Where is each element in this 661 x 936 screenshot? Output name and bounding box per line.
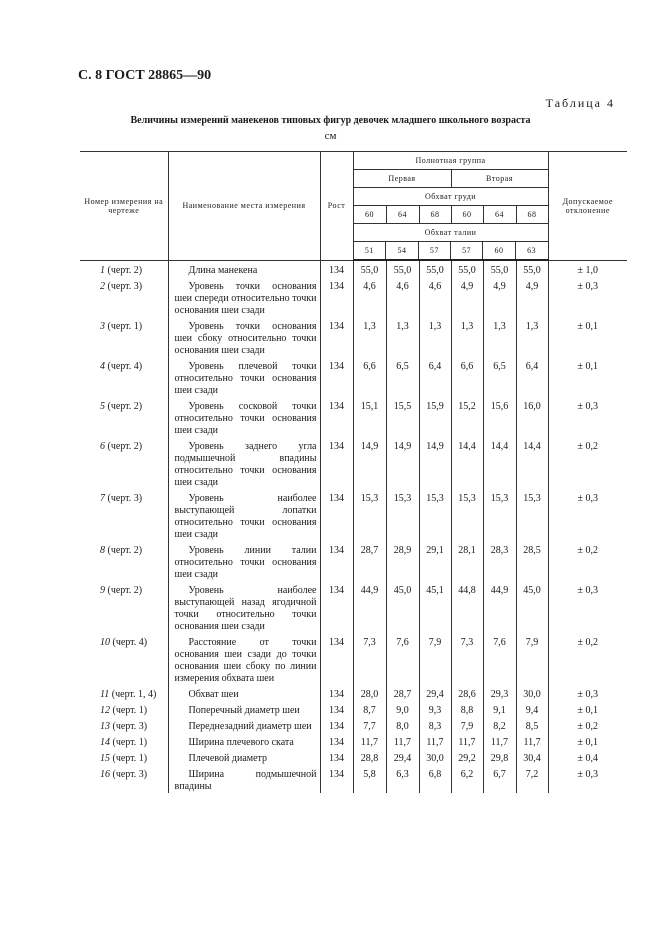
drawing-reference: (черт. 2) — [105, 441, 143, 452]
measurement-value: 55,0 — [419, 260, 451, 277]
rost-value: 134 — [320, 581, 353, 633]
measurement-name: Уровень точки основания шеи сбоку относительно точки основания шеи сзади — [168, 317, 320, 357]
measurement-value: 45,0 — [516, 581, 548, 633]
rost-value: 134 — [320, 317, 353, 357]
measurement-number — [80, 633, 168, 685]
measurement-value: 29,3 — [483, 685, 516, 701]
measurement-value: 9,0 — [386, 701, 419, 717]
waist-value: 63 — [527, 245, 537, 255]
measurement-index: 12 — [100, 705, 110, 716]
measurement-value: 6,7 — [483, 765, 516, 793]
measurement-name: Уровень плечевой точки относительно точки основания шеи сзади — [168, 357, 320, 397]
measurement-value: 14,9 — [353, 437, 386, 489]
measurement-number — [80, 489, 168, 541]
measurement-number — [80, 260, 168, 277]
chest-value: 64 — [386, 206, 419, 224]
drawing-reference: (черт. 4) — [110, 637, 148, 648]
measurement-value: 14,4 — [451, 437, 483, 489]
measurement-value: 1,3 — [516, 317, 548, 357]
measurement-value: 11,7 — [353, 733, 386, 749]
measurement-value: 30,0 — [419, 749, 451, 765]
measurement-value: 1,3 — [483, 317, 516, 357]
measurement-value: 44,9 — [483, 581, 516, 633]
measurement-value: 15,3 — [451, 489, 483, 541]
table-number: Таблица 4 — [545, 96, 615, 110]
table-row — [80, 277, 627, 317]
measurement-value: 6,8 — [419, 765, 451, 793]
measurement-value: 9,4 — [516, 701, 548, 717]
table-header — [80, 152, 627, 261]
measurement-value: 15,1 — [353, 397, 386, 437]
tolerance-value: ± 0,3 — [577, 493, 599, 504]
tolerance-value: ± 0,1 — [577, 321, 599, 332]
measurement-value: 28,6 — [451, 685, 483, 701]
chest-value: 68 — [419, 206, 451, 224]
measurement-number — [80, 397, 168, 437]
measurement-value: 45,0 — [386, 581, 419, 633]
tolerance-value: ± 0,3 — [577, 281, 599, 292]
rost-value: 134 — [320, 717, 353, 733]
tolerance-value: ± 0,2 — [577, 637, 599, 648]
measurement-value: 6,4 — [419, 357, 451, 397]
rost-value: 134 — [320, 685, 353, 701]
header-rost: Рост — [320, 152, 353, 261]
table-row — [80, 717, 627, 733]
measurement-value: 15,3 — [516, 489, 548, 541]
table-row — [80, 733, 627, 749]
rost-value: 134 — [320, 357, 353, 397]
table-row — [80, 749, 627, 765]
header-waist: Обхват талии — [354, 224, 548, 241]
tolerance-value: ± 0,3 — [577, 585, 599, 596]
measurement-value: 28,1 — [451, 541, 483, 581]
chest-value: 68 — [516, 206, 548, 224]
measurement-value: 55,0 — [483, 260, 516, 277]
rost-value: 134 — [320, 260, 353, 277]
measurement-value: 15,3 — [386, 489, 419, 541]
measurement-value: 6,6 — [353, 357, 386, 397]
drawing-reference: (черт. 3) — [110, 769, 148, 780]
measurement-value: 8,3 — [419, 717, 451, 733]
measurement-value: 6,4 — [516, 357, 548, 397]
measurement-value: 45,1 — [419, 581, 451, 633]
measurement-value: 4,9 — [451, 277, 483, 317]
measurement-value: 28,8 — [353, 749, 386, 765]
measurement-value: 1,3 — [451, 317, 483, 357]
measurement-index: 5 — [100, 401, 105, 412]
tolerance-value: ± 0,4 — [577, 753, 599, 764]
drawing-reference: (черт. 3) — [105, 281, 143, 292]
measurement-number — [80, 685, 168, 701]
measurement-name: Ширина подмышечной впадины — [168, 765, 320, 793]
header-first: Первая — [353, 170, 451, 188]
table-body — [80, 260, 627, 793]
measurement-index: 4 — [100, 361, 105, 372]
measurement-value: 28,9 — [386, 541, 419, 581]
measurement-value: 28,7 — [386, 685, 419, 701]
measurement-value: 55,0 — [353, 260, 386, 277]
unit-label: см — [324, 130, 337, 142]
measurement-index: 13 — [100, 721, 110, 732]
measurement-value: 11,7 — [419, 733, 451, 749]
measurement-value: 1,3 — [353, 317, 386, 357]
header-tolerance: Допускаемое отклонение — [548, 152, 627, 261]
rost-value: 134 — [320, 733, 353, 749]
measurement-value: 14,9 — [386, 437, 419, 489]
rost-value: 134 — [320, 437, 353, 489]
drawing-reference: (черт. 1) — [110, 753, 148, 764]
measurement-value: 44,9 — [353, 581, 386, 633]
rost-value: 134 — [320, 489, 353, 541]
measurement-value: 29,4 — [419, 685, 451, 701]
table-row — [80, 581, 627, 633]
measurement-value: 16,0 — [516, 397, 548, 437]
table-row — [80, 765, 627, 793]
measurement-number — [80, 733, 168, 749]
measurement-value: 55,0 — [386, 260, 419, 277]
measurement-value: 6,2 — [451, 765, 483, 793]
measurement-number — [80, 765, 168, 793]
header-group: Полнотная группа — [353, 152, 548, 170]
measurement-value: 11,7 — [483, 733, 516, 749]
header-second: Вторая — [451, 170, 548, 188]
tolerance-value: ± 1,0 — [577, 264, 599, 276]
rost-value: 134 — [320, 277, 353, 317]
table-row — [80, 437, 627, 489]
waist-block — [353, 224, 548, 261]
table-row — [80, 701, 627, 717]
drawing-reference: (черт. 4) — [105, 361, 143, 372]
drawing-reference: (черт. 1) — [110, 737, 148, 748]
measurement-value: 1,3 — [419, 317, 451, 357]
measurement-value: 30,0 — [516, 685, 548, 701]
measurement-value: 7,6 — [386, 633, 419, 685]
measurement-value: 15,3 — [483, 489, 516, 541]
tolerance-value: ± 0,2 — [577, 545, 599, 556]
measurement-value: 7,3 — [353, 633, 386, 685]
table-row — [80, 260, 627, 277]
measurement-value: 29,8 — [483, 749, 516, 765]
measurement-value: 15,3 — [419, 489, 451, 541]
header-chest: Обхват груди — [353, 188, 548, 206]
table-row — [80, 357, 627, 397]
measurement-value: 5,8 — [353, 765, 386, 793]
measurement-name: Переднезадний диаметр шеи — [168, 717, 320, 733]
measurement-value: 9,1 — [483, 701, 516, 717]
header-number: Номер измерения на чертеже — [80, 152, 168, 261]
tolerance-value: ± 0,2 — [577, 721, 599, 732]
measurement-value: 11,7 — [386, 733, 419, 749]
measurement-name: Поперечный диаметр шеи — [168, 701, 320, 717]
measurement-name: Уровень заднего угла подмышечной впадины относительно точки основания шеи сзади — [168, 437, 320, 489]
chest-value: 60 — [353, 206, 386, 224]
measurement-name: Уровень наиболее выступающей назад ягодичной точки относительно точки основания шеи сзади — [168, 581, 320, 633]
measurement-value: 29,2 — [451, 749, 483, 765]
measurement-value: 44,8 — [451, 581, 483, 633]
page-header: С. 8 ГОСТ 28865—90 — [78, 68, 212, 83]
drawing-reference: (черт. 3) — [105, 493, 143, 504]
measurement-number — [80, 317, 168, 357]
drawing-reference: (черт. 1, 4) — [109, 689, 157, 700]
measurement-name: Уровень линии талии относительно точки основания шеи сзади — [168, 541, 320, 581]
measurement-name: Уровень точки основания шеи спереди относительно точки основания шеи сзади — [168, 277, 320, 317]
chest-value: 64 — [483, 206, 516, 224]
measurement-index: 14 — [100, 737, 110, 748]
measurement-value: 15,9 — [419, 397, 451, 437]
table-row — [80, 317, 627, 357]
measurement-name: Ширина плечевого ската — [168, 733, 320, 749]
measurement-number — [80, 717, 168, 733]
measurement-value: 1,3 — [386, 317, 419, 357]
measurement-value: 28,3 — [483, 541, 516, 581]
table-row — [80, 397, 627, 437]
measurement-value: 15,2 — [451, 397, 483, 437]
drawing-reference: (черт. 2) — [105, 401, 143, 412]
measurement-value: 14,4 — [516, 437, 548, 489]
measurement-value: 8,8 — [451, 701, 483, 717]
chest-value: 60 — [451, 206, 483, 224]
measurement-value: 55,0 — [451, 260, 483, 277]
measurement-index: 10 — [100, 637, 110, 648]
measurement-value: 6,5 — [483, 357, 516, 397]
tolerance-value: ± 0,3 — [577, 689, 599, 700]
measurement-value: 30,4 — [516, 749, 548, 765]
measurement-value: 8,5 — [516, 717, 548, 733]
measurement-index: 15 — [100, 753, 110, 764]
drawing-reference: (черт. 3) — [110, 721, 148, 732]
tolerance-value: ± 0,3 — [577, 769, 599, 780]
measurement-value: 8,7 — [353, 701, 386, 717]
drawing-reference: (черт. 2) — [105, 585, 143, 596]
measurement-value: 28,7 — [353, 541, 386, 581]
measurements-table — [80, 151, 627, 793]
measurement-index: 6 — [100, 441, 105, 452]
waist-value: 60 — [483, 241, 515, 259]
drawing-reference: (черт. 1) — [110, 705, 148, 716]
measurement-value: 15,6 — [483, 397, 516, 437]
measurement-value: 15,5 — [386, 397, 419, 437]
drawing-reference: (черт. 2) — [105, 264, 143, 276]
table-row — [80, 685, 627, 701]
tolerance-value: ± 0,1 — [577, 737, 599, 748]
measurement-value: 15,3 — [353, 489, 386, 541]
measurement-value: 28,0 — [353, 685, 386, 701]
measurement-value: 29,4 — [386, 749, 419, 765]
tolerance-value: ± 0,2 — [577, 441, 599, 452]
measurement-value: 6,5 — [386, 357, 419, 397]
tolerance-value: ± 0,3 — [577, 401, 599, 412]
measurement-number — [80, 357, 168, 397]
tolerance-value: ± 0,1 — [577, 361, 599, 372]
measurement-number — [80, 701, 168, 717]
measurement-index: 7 — [100, 493, 105, 504]
measurement-value: 7,7 — [353, 717, 386, 733]
measurement-index: 2 — [100, 281, 105, 292]
table-caption: Величины измерений манекенов типовых фигур девочек младшего школьного возраста — [130, 115, 531, 126]
table-row — [80, 489, 627, 541]
header-name: Наименование места измерения — [168, 152, 320, 261]
measurement-name: Обхват шеи — [168, 685, 320, 701]
measurement-name: Расстояние от точки основания шеи сзади до точки основания шеи сбоку по линии измерения обхвата шеи — [168, 633, 320, 685]
rost-value: 134 — [320, 541, 353, 581]
measurement-value: 4,6 — [386, 277, 419, 317]
rost-value: 134 — [320, 749, 353, 765]
tolerance-value: ± 0,1 — [577, 705, 599, 716]
measurement-value: 8,2 — [483, 717, 516, 733]
measurement-name: Уровень наиболее выступающей лопатки относительно точки основания шеи сзади — [168, 489, 320, 541]
measurement-value: 28,5 — [516, 541, 548, 581]
measurement-value: 6,6 — [451, 357, 483, 397]
measurement-value: 7,3 — [451, 633, 483, 685]
measurement-value: 14,4 — [483, 437, 516, 489]
waist-value: 51 — [354, 241, 386, 259]
measurement-value: 11,7 — [451, 733, 483, 749]
measurement-value: 4,6 — [419, 277, 451, 317]
measurement-index: 11 — [100, 689, 110, 700]
measurement-value: 7,2 — [516, 765, 548, 793]
measurement-number — [80, 749, 168, 765]
measurement-value: 4,9 — [516, 277, 548, 317]
waist-value: 57 — [450, 241, 482, 259]
measurement-value: 4,9 — [483, 277, 516, 317]
drawing-reference: (черт. 2) — [105, 545, 143, 556]
measurement-value: 11,7 — [516, 733, 548, 749]
measurement-index: 8 — [100, 545, 105, 556]
measurement-value: 7,9 — [419, 633, 451, 685]
measurement-value: 29,1 — [419, 541, 451, 581]
measurement-value: 6,3 — [386, 765, 419, 793]
measurement-index: 16 — [100, 769, 110, 780]
waist-value: 54 — [386, 241, 418, 259]
measurement-number — [80, 277, 168, 317]
measurement-value: 7,9 — [451, 717, 483, 733]
table-row — [80, 541, 627, 581]
measurement-value: 14,9 — [419, 437, 451, 489]
rost-value: 134 — [320, 397, 353, 437]
measurement-name: Длина манекена — [168, 260, 320, 277]
measurement-name: Плечевой диаметр — [168, 749, 320, 765]
measurement-value: 7,9 — [516, 633, 548, 685]
rost-value: 134 — [320, 701, 353, 717]
waist-value: 57 — [418, 241, 450, 259]
measurement-number — [80, 541, 168, 581]
rost-value: 134 — [320, 633, 353, 685]
measurement-name: Уровень сосковой точки относительно точки основания шеи сзади — [168, 397, 320, 437]
measurement-index: 3 — [100, 321, 105, 332]
measurement-value: 4,6 — [353, 277, 386, 317]
table-row — [80, 633, 627, 685]
rost-value: 134 — [320, 765, 353, 793]
measurement-value: 9,3 — [419, 701, 451, 717]
measurement-number — [80, 437, 168, 489]
drawing-reference: (черт. 1) — [105, 321, 143, 332]
measurement-value: 7,6 — [483, 633, 516, 685]
measurement-index: 9 — [100, 585, 105, 596]
measurement-number — [80, 581, 168, 633]
measurement-index: 1 — [100, 264, 105, 276]
measurement-value: 55,0 — [516, 260, 548, 277]
measurement-value: 8,0 — [386, 717, 419, 733]
